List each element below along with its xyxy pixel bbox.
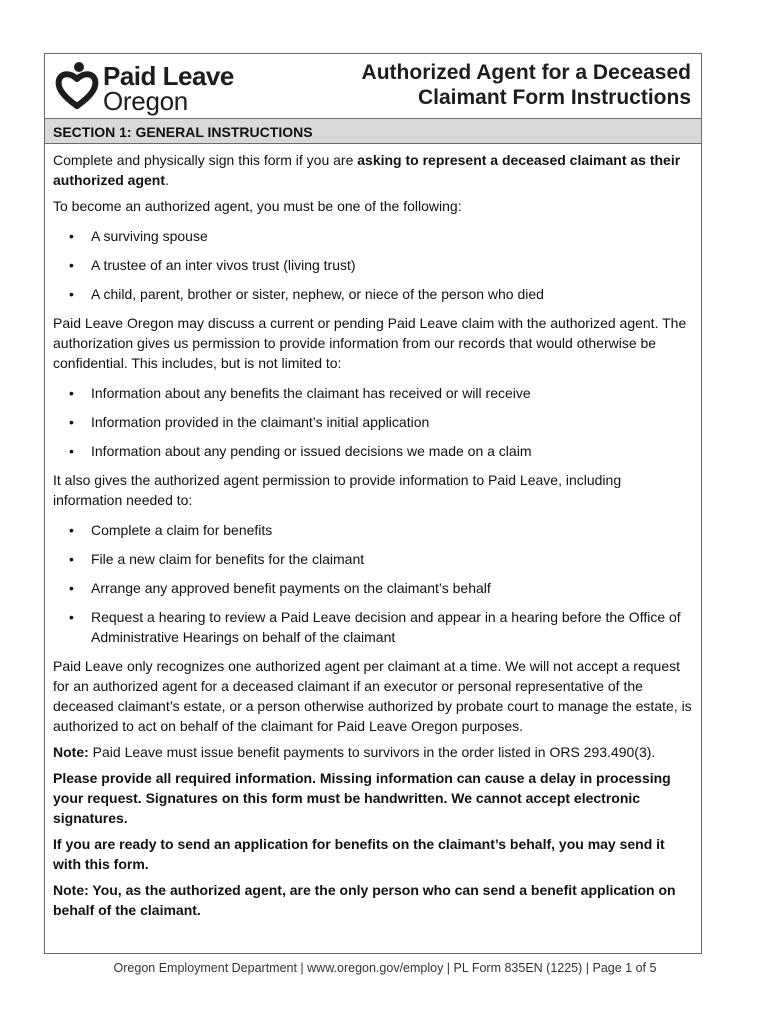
permission-list bbox=[53, 520, 693, 647]
required-info-paragraph bbox=[53, 768, 693, 828]
intro-end: . bbox=[165, 172, 169, 188]
note-paragraph bbox=[53, 742, 693, 762]
section-content bbox=[45, 144, 701, 920]
title-line-1: Authorized Agent for a Deceased bbox=[361, 61, 691, 84]
intro-text: Complete and physically sign this form if you are bbox=[53, 152, 358, 168]
intro-emphasis: asking to represent a deceased claimant as their authorized agent bbox=[53, 152, 681, 188]
list-item: • Information about any pending or issued decisions we made on a claim bbox=[91, 441, 693, 461]
note-label: Note: bbox=[53, 744, 89, 760]
logo-text-paid-leave: Paid Leave bbox=[103, 61, 234, 91]
list-item: • Information provided in the claimant’s initial application bbox=[91, 412, 693, 432]
list-item: • Request a hearing to review a Paid Leave decision and appear in a hearing before the Office of Administrative Hearings on behalf of the claimant bbox=[91, 607, 693, 647]
form-frame bbox=[44, 53, 702, 954]
list-item: • A child, parent, brother or sister, nephew, or niece of the person who died bbox=[91, 284, 693, 304]
list-item: • File a new claim for benefits for the claimant bbox=[91, 549, 693, 569]
list-item: • A trustee of an inter vivos trust (living trust) bbox=[91, 255, 693, 275]
paid-leave-oregon-logo bbox=[55, 60, 255, 116]
one-agent-paragraph: Paid Leave only recognizes one authorized agent per claimant at a time. We will not accept a request for an authorized agent for a deceased claimant if an executor or personal representative of the deceased claimant’s estate, or a person otherwise authorized by probate court to manage the estate, is authorized to act on behalf of the claimant for Paid Leave Oregon purposes. bbox=[53, 658, 692, 734]
form-header bbox=[45, 54, 701, 118]
title-line-2: Claimant Form Instructions bbox=[417, 86, 691, 109]
ready-text: If you are ready to send an application for benefits on the claimant’s behalf, you may send it with this form. bbox=[53, 836, 665, 872]
list-item: • Information about any benefits the claimant has received or will receive bbox=[91, 383, 693, 403]
heart-person-icon bbox=[55, 60, 99, 110]
discussion-list bbox=[53, 383, 693, 461]
logo-text-oregon: Oregon bbox=[103, 86, 188, 116]
intro-paragraph bbox=[53, 150, 693, 190]
agent-note-paragraph bbox=[53, 880, 693, 920]
required-info-text: Please provide all required information. Missing information can cause a delay in processing your request. Signatures on this form must be handwritten. We cannot accept electronic signatures. bbox=[53, 770, 671, 826]
list-item: • A surviving spouse bbox=[91, 226, 693, 246]
page-footer: Oregon Employment Department | www.oregon.gov/employ | PL Form 835EN (1225) | Page 1 of 5 bbox=[113, 961, 657, 975]
eligibility-paragraph: To become an authorized agent, you must be one of the following: bbox=[53, 198, 462, 214]
agent-note-text: Note: You, as the authorized agent, are the only person who can send a benefit application on behalf of the claimant. bbox=[53, 882, 676, 918]
ready-paragraph bbox=[53, 834, 693, 874]
list-item: • Complete a claim for benefits bbox=[91, 520, 693, 540]
discussion-paragraph: Paid Leave Oregon may discuss a current or pending Paid Leave claim with the authorized agent. The authorization gives us permission to provide information from our records that would otherwise be confidential. This includes, but is not limited to: bbox=[53, 315, 687, 371]
page-title bbox=[362, 60, 691, 110]
list-item: • Arrange any approved benefit payments on the claimant’s behalf bbox=[91, 578, 693, 598]
eligibility-list bbox=[53, 226, 693, 304]
note-text: Paid Leave must issue benefit payments to survivors in the order listed in ORS 293.490(3). bbox=[88, 744, 656, 760]
section-heading: SECTION 1: GENERAL INSTRUCTIONS bbox=[45, 118, 701, 144]
permission-paragraph: It also gives the authorized agent permission to provide information to Paid Leave, including information needed to: bbox=[53, 472, 622, 508]
